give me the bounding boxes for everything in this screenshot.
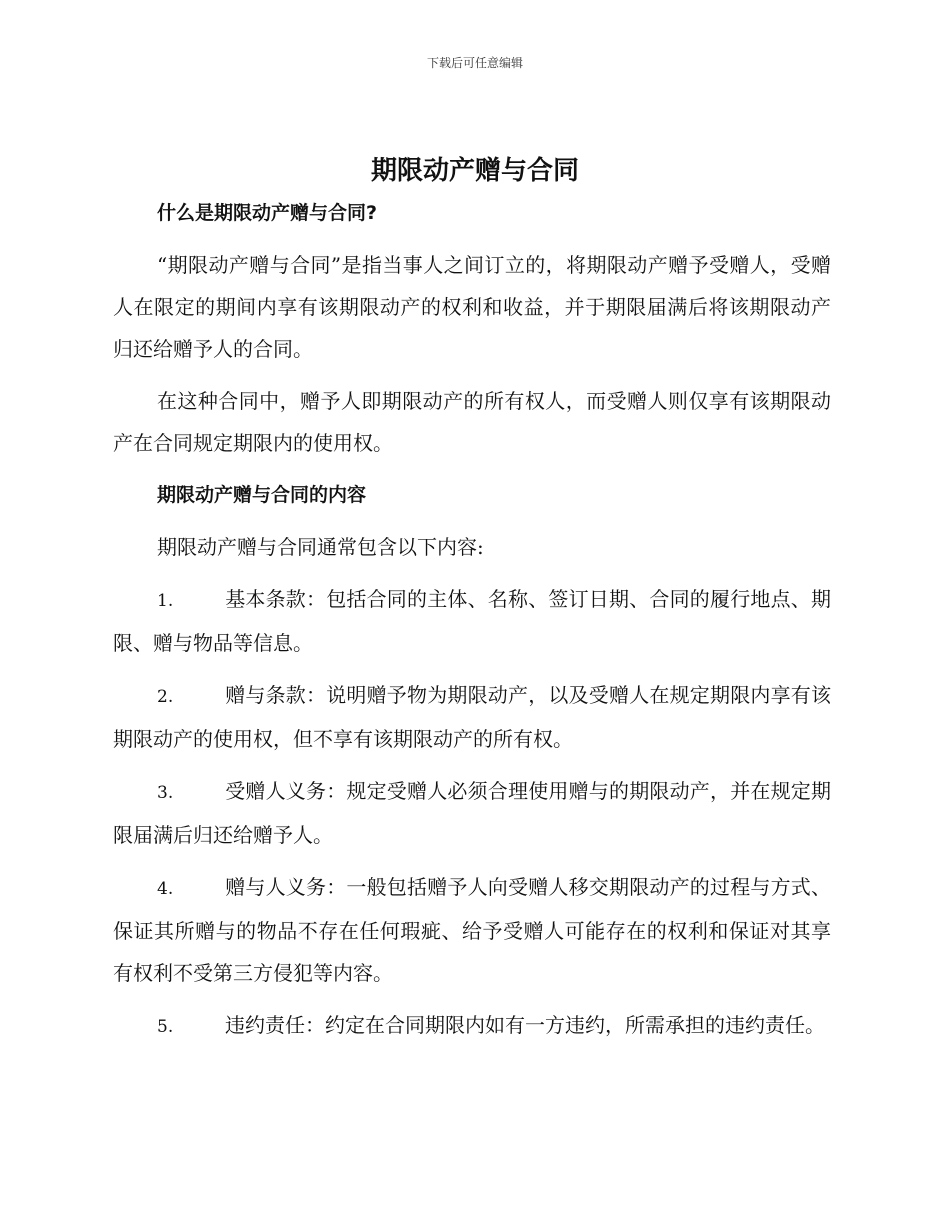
list-item-text: 基本条款：包括合同的主体、名称、签订日期、合同的履行地点、期限、赠与物品等信息。 (113, 587, 831, 655)
list-item-text: 赠与条款：说明赠予物为期限动产，以及受赠人在规定期限内享有该期限动产的使用权，但不享有该期限动产的所有权。 (113, 683, 831, 751)
list-item-number: 2. (157, 687, 174, 707)
list-item-number: 3. (157, 783, 174, 803)
header-note: 下载后可任意编辑 (426, 56, 523, 70)
document-title: 期限动产赠与合同 (370, 156, 579, 186)
paragraph-definition: “期限动产赠与合同”是指当事人之间订立的，将期限动产赠予受赠人，受赠人在限定的期间内享有该期限动产的权利和收益，并于期限届满后将该期限动产归还给赠予人的合同。 (113, 253, 831, 361)
list-item (113, 578, 831, 664)
list-item (113, 866, 831, 994)
section-heading-definition: 什么是期限动产赠与合同? (157, 202, 378, 224)
list-item-number: 1. (157, 591, 174, 611)
paragraph-contents-intro: 期限动产赠与合同通常包含以下内容: (157, 535, 484, 559)
list-item (113, 674, 831, 760)
list-item-text: 赠与人义务：一般包括赠予人向受赠人移交期限动产的过程与方式、保证其所赠与的物品不存在任何瑕疵、给予受赠人可能存在的权利和保证对其享有权利不受第三方侵犯等内容。 (113, 875, 831, 985)
list-item-number: 5. (157, 1017, 174, 1037)
list-item-text: 违约责任：约定在合同期限内如有一方违约，所需承担的违约责任。 (225, 1013, 825, 1037)
list-item-text: 受赠人义务：规定受赠人必须合理使用赠与的期限动产，并在规定期限届满后归还给赠予人。 (113, 779, 831, 847)
list-item (113, 770, 831, 856)
list-item-number: 4. (157, 879, 174, 899)
paragraph-ownership: 在这种合同中，赠予人即期限动产的所有权人，而受赠人则仅享有该期限动产在合同规定期限内的使用权。 (113, 389, 831, 455)
document-body (113, 192, 831, 1048)
list-item (113, 1004, 831, 1048)
section-heading-contents: 期限动产赠与合同的内容 (157, 484, 367, 506)
